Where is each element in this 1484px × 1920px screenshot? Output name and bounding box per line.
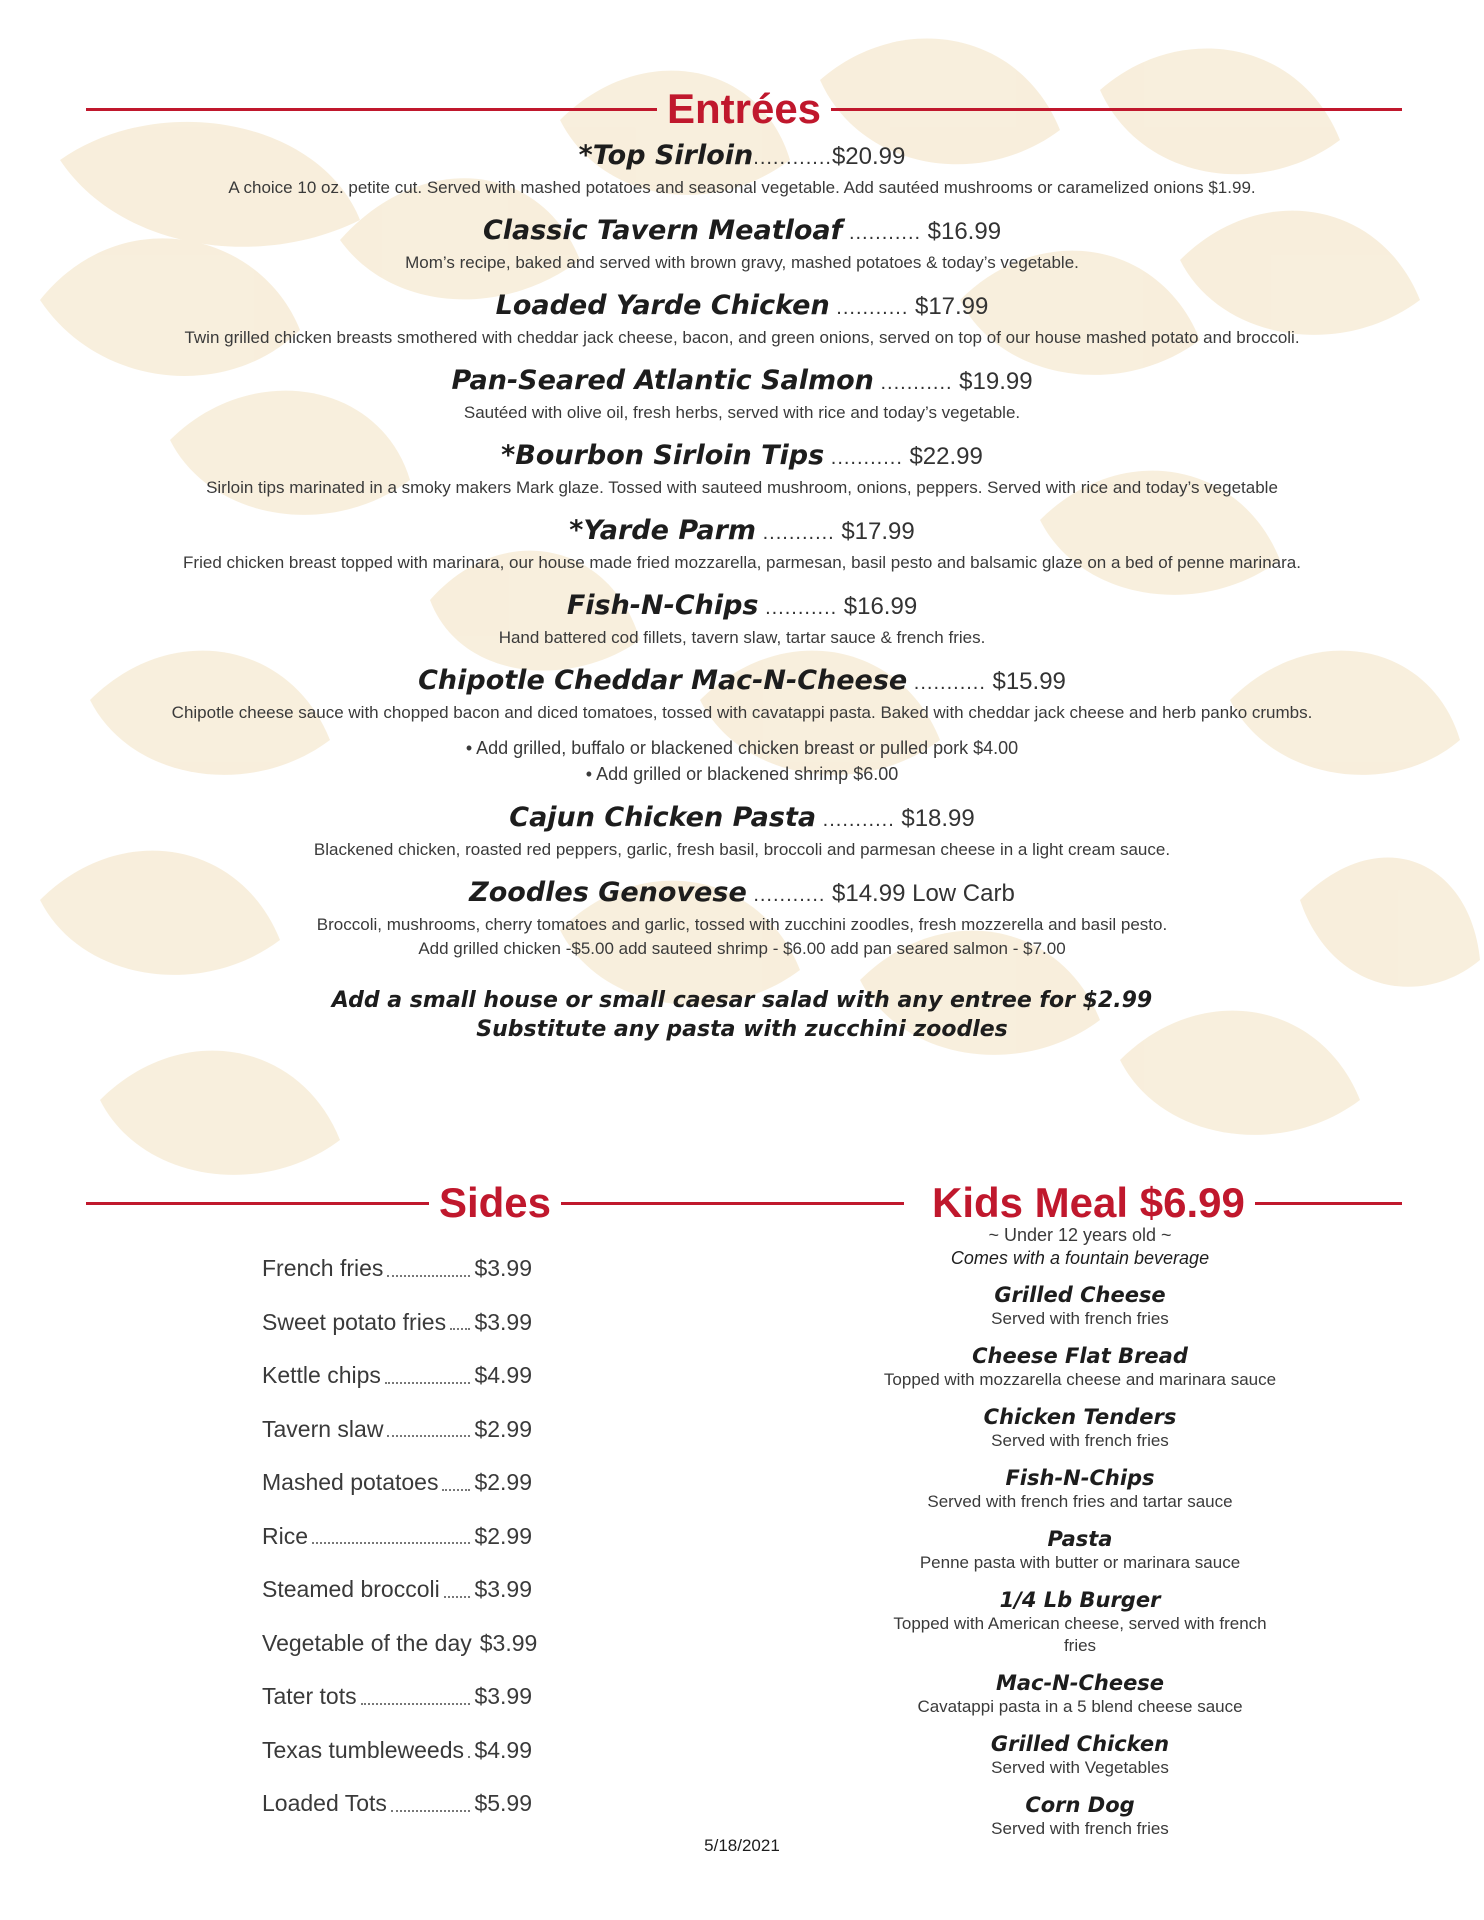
entree-name: Fish-N-Chips — [566, 590, 759, 621]
entree-name: Cajun Chicken Pasta — [509, 802, 817, 833]
kids-item-desc: Cavatappi pasta in a 5 blend cheese sauce — [917, 1697, 1243, 1716]
entree-name: *Bourbon Sirloin Tips — [501, 440, 825, 471]
entree-name: Chipotle Cheddar Mac-N-Cheese — [418, 665, 908, 696]
side-leader — [391, 1810, 471, 1812]
kids-title: Kids Meal $6.99 — [932, 1179, 1245, 1226]
side-item — [262, 1510, 532, 1564]
salad-note: Add a small house or small caesar salad with any entree for $2.99 — [331, 988, 1153, 1013]
side-item — [262, 1724, 532, 1778]
side-item — [262, 1403, 532, 1457]
kids-item-name: 1/4 Lb Burger — [999, 1588, 1161, 1612]
entree-leader: ........... — [829, 297, 915, 319]
entree-price: $15.99 — [992, 668, 1066, 695]
entree-description: Chipotle cheese sauce with chopped bacon and diced tomatoes, tossed with cavatappi pasta. Baked with cheddar jack cheese and herb panko crumbs. — [171, 703, 1313, 722]
side-price: $2.99 — [474, 1415, 532, 1442]
kids-item-name: Fish-N-Chips — [1005, 1466, 1155, 1490]
menu-date: 5/18/2021 — [704, 1836, 780, 1855]
side-item — [262, 1456, 532, 1510]
entree-item — [150, 665, 1334, 787]
kids-item — [880, 1404, 1280, 1452]
entree-description: Blackened chicken, roasted red peppers, garlic, fresh basil, broccoli and parmesan cheese in a light cream sauce. — [313, 840, 1171, 859]
kids-item-desc: Served with french fries and tartar sauce — [927, 1492, 1233, 1511]
entree-leader: ............ — [753, 147, 832, 169]
sides-list — [262, 1242, 538, 1831]
entree-description: Fried chicken breast topped with marinara, our house made fried mozzarella, parmesan, basil pesto and balsamic glaze on a bed of penne marinara. — [183, 553, 1301, 572]
entree-item — [150, 440, 1334, 500]
side-name: Texas tumbleweeds — [262, 1736, 464, 1763]
kids-item-name: Corn Dog — [1025, 1793, 1135, 1817]
kids-item-desc: Served with french fries — [991, 1819, 1169, 1838]
entree-description: Mom’s recipe, baked and served with brown gravy, mashed potatoes & today’s vegetable. — [405, 253, 1079, 272]
side-price: $3.99 — [474, 1683, 532, 1710]
side-price: $4.99 — [474, 1362, 532, 1389]
side-price: $3.99 — [479, 1629, 538, 1656]
addon-bullet: • Add grilled, buffalo or blackened chicken breast or pulled pork $4.00 — [150, 735, 1334, 761]
side-price: $2.99 — [474, 1469, 532, 1496]
kids-item-desc: Served with french fries — [991, 1309, 1169, 1328]
entree-price: $19.99 — [959, 368, 1033, 395]
side-leader — [385, 1382, 471, 1384]
entree-price: $14.99 Low Carb — [832, 880, 1015, 907]
side-name: Tavern slaw — [262, 1415, 384, 1442]
side-price: $4.99 — [474, 1736, 532, 1763]
side-leader — [312, 1542, 470, 1544]
entree-price: $17.99 — [914, 293, 989, 320]
kids-age-note: ~ Under 12 years old ~ — [988, 1225, 1172, 1245]
entrees-rule-right — [831, 108, 1402, 111]
entree-addons — [150, 735, 1334, 787]
entree-price: $16.99 — [843, 593, 918, 620]
entree-leader: ........... — [746, 884, 833, 906]
kids-item-desc: Topped with American cheese, served with french fries — [893, 1614, 1267, 1655]
entree-description: A choice 10 oz. petite cut. Served with mashed potatoes and seasonal vegetable. Add sautéed mushrooms or caramelized onions $1.99. — [228, 178, 1256, 197]
entree-leader: ........... — [907, 672, 993, 694]
sides-rule-right — [561, 1202, 904, 1205]
entree-name: *Top Sirloin — [578, 140, 754, 171]
entree-item — [150, 215, 1334, 275]
entree-description: Sirloin tips marinated in a smoky makers Mark glaze. Tossed with sauteed mushroom, onions, peppers. Served with rice and today’s vegetable — [206, 478, 1278, 497]
side-leader — [361, 1703, 471, 1705]
kids-beverage-note: Comes with a fountain beverage — [950, 1248, 1210, 1268]
entree-addon-prices: Add grilled chicken -$5.00 add sauteed shrimp - $6.00 add pan seared salmon - $7.00 — [418, 939, 1066, 958]
entree-notes — [150, 986, 1334, 1044]
side-item — [262, 1777, 532, 1831]
entree-item — [150, 365, 1334, 425]
entree-description: Sautéed with olive oil, fresh herbs, served with rice and today’s vegetable. — [463, 403, 1021, 422]
side-leader — [442, 1489, 470, 1491]
entree-description: Hand battered cod fillets, tavern slaw, tartar sauce & french fries. — [498, 628, 986, 647]
entree-item — [150, 290, 1334, 350]
entree-leader: ........... — [873, 372, 960, 394]
kids-item-desc: Served with Vegetables — [991, 1758, 1169, 1777]
entree-item — [150, 802, 1334, 862]
sides-rule-left — [86, 1202, 429, 1205]
side-name: Rice — [262, 1522, 309, 1549]
kids-item-desc: Topped with mozzarella cheese and marinara sauce — [883, 1370, 1277, 1389]
side-name: Tater tots — [262, 1683, 357, 1710]
sides-title: Sides — [438, 1179, 552, 1226]
entrees-title: Entrées — [666, 85, 822, 132]
kids-header — [922, 1178, 1402, 1228]
side-price: $5.99 — [474, 1790, 532, 1817]
kids-item — [880, 1587, 1280, 1657]
kids-item — [880, 1282, 1280, 1330]
side-name: Steamed broccoli — [262, 1576, 440, 1603]
side-item — [262, 1563, 532, 1617]
entrees-rule-left — [86, 108, 657, 111]
entree-price: $18.99 — [901, 805, 975, 832]
side-item — [262, 1242, 532, 1296]
kids-item-name: Mac-N-Cheese — [995, 1671, 1165, 1695]
zoodles-note: Substitute any pasta with zucchini zoodles — [476, 1017, 1008, 1042]
side-price: $3.99 — [474, 1576, 532, 1603]
entree-item — [150, 590, 1334, 650]
kids-item-name: Grilled Cheese — [994, 1283, 1166, 1307]
entree-item — [150, 515, 1334, 575]
entree-leader: ........... — [824, 447, 910, 469]
entree-leader: ........... — [816, 809, 902, 831]
side-item — [262, 1670, 532, 1724]
addon-bullet: • Add grilled or blackened shrimp $6.00 — [150, 761, 1334, 787]
side-name: Mashed potatoes — [262, 1469, 439, 1496]
kids-menu — [880, 1224, 1280, 1853]
entree-name: Zoodles Genovese — [469, 877, 747, 908]
kids-item-name: Pasta — [1047, 1527, 1113, 1551]
side-name: Sweet potato fries — [262, 1308, 447, 1335]
entrees-list — [150, 140, 1334, 976]
side-leader — [387, 1435, 470, 1437]
side-name: Kettle chips — [262, 1362, 381, 1389]
sides-header — [86, 1178, 904, 1228]
entree-price: $16.99 — [927, 218, 1002, 245]
kids-item — [880, 1792, 1280, 1840]
side-leader — [450, 1328, 470, 1330]
kids-item — [880, 1343, 1280, 1391]
side-item — [262, 1296, 532, 1350]
kids-item-name: Grilled Chicken — [990, 1732, 1170, 1756]
entree-price: $17.99 — [841, 518, 915, 545]
side-name: Vegetable of the day — [262, 1629, 472, 1656]
entree-leader: ........... — [756, 522, 842, 544]
entree-price: $20.99 — [831, 143, 906, 170]
entree-name: *Yarde Parm — [569, 515, 757, 546]
side-item — [262, 1349, 532, 1403]
side-leader — [468, 1756, 470, 1758]
side-leader — [387, 1275, 470, 1277]
kids-item — [880, 1465, 1280, 1513]
entree-item — [150, 877, 1334, 961]
entree-leader: ........... — [842, 222, 928, 244]
kids-item-desc: Served with french fries — [991, 1431, 1169, 1450]
entrees-header — [86, 84, 1402, 134]
kids-item-desc: Penne pasta with butter or marinara sauce — [919, 1553, 1241, 1572]
side-price: $3.99 — [474, 1255, 532, 1282]
kids-item — [880, 1670, 1280, 1718]
side-leader — [444, 1596, 471, 1598]
entree-leader: ........... — [758, 597, 844, 619]
kids-item-name: Cheese Flat Bread — [972, 1344, 1188, 1368]
side-price: $2.99 — [474, 1522, 532, 1549]
side-item — [262, 1617, 538, 1671]
entree-name: Loaded Yarde Chicken — [495, 290, 830, 321]
kids-item-name: Chicken Tenders — [983, 1405, 1177, 1429]
side-name: Loaded Tots — [262, 1790, 387, 1817]
entree-description: Twin grilled chicken breasts smothered with cheddar jack cheese, bacon, and green onions, served on top of our house mashed potato and broccoli. — [184, 328, 1300, 347]
entree-description: Broccoli, mushrooms, cherry tomatoes and garlic, tossed with zucchini zoodles, fresh mozzerella and basil pesto. — [316, 915, 1168, 934]
entree-item — [150, 140, 1334, 200]
kids-item — [880, 1731, 1280, 1779]
entree-price: $22.99 — [909, 443, 983, 470]
kids-item — [880, 1526, 1280, 1574]
side-name: French fries — [262, 1255, 384, 1282]
entree-name: Pan-Seared Atlantic Salmon — [451, 365, 874, 396]
kids-rule-right — [1255, 1202, 1402, 1205]
entree-name: Classic Tavern Meatloaf — [482, 215, 843, 246]
side-price: $3.99 — [474, 1308, 532, 1335]
